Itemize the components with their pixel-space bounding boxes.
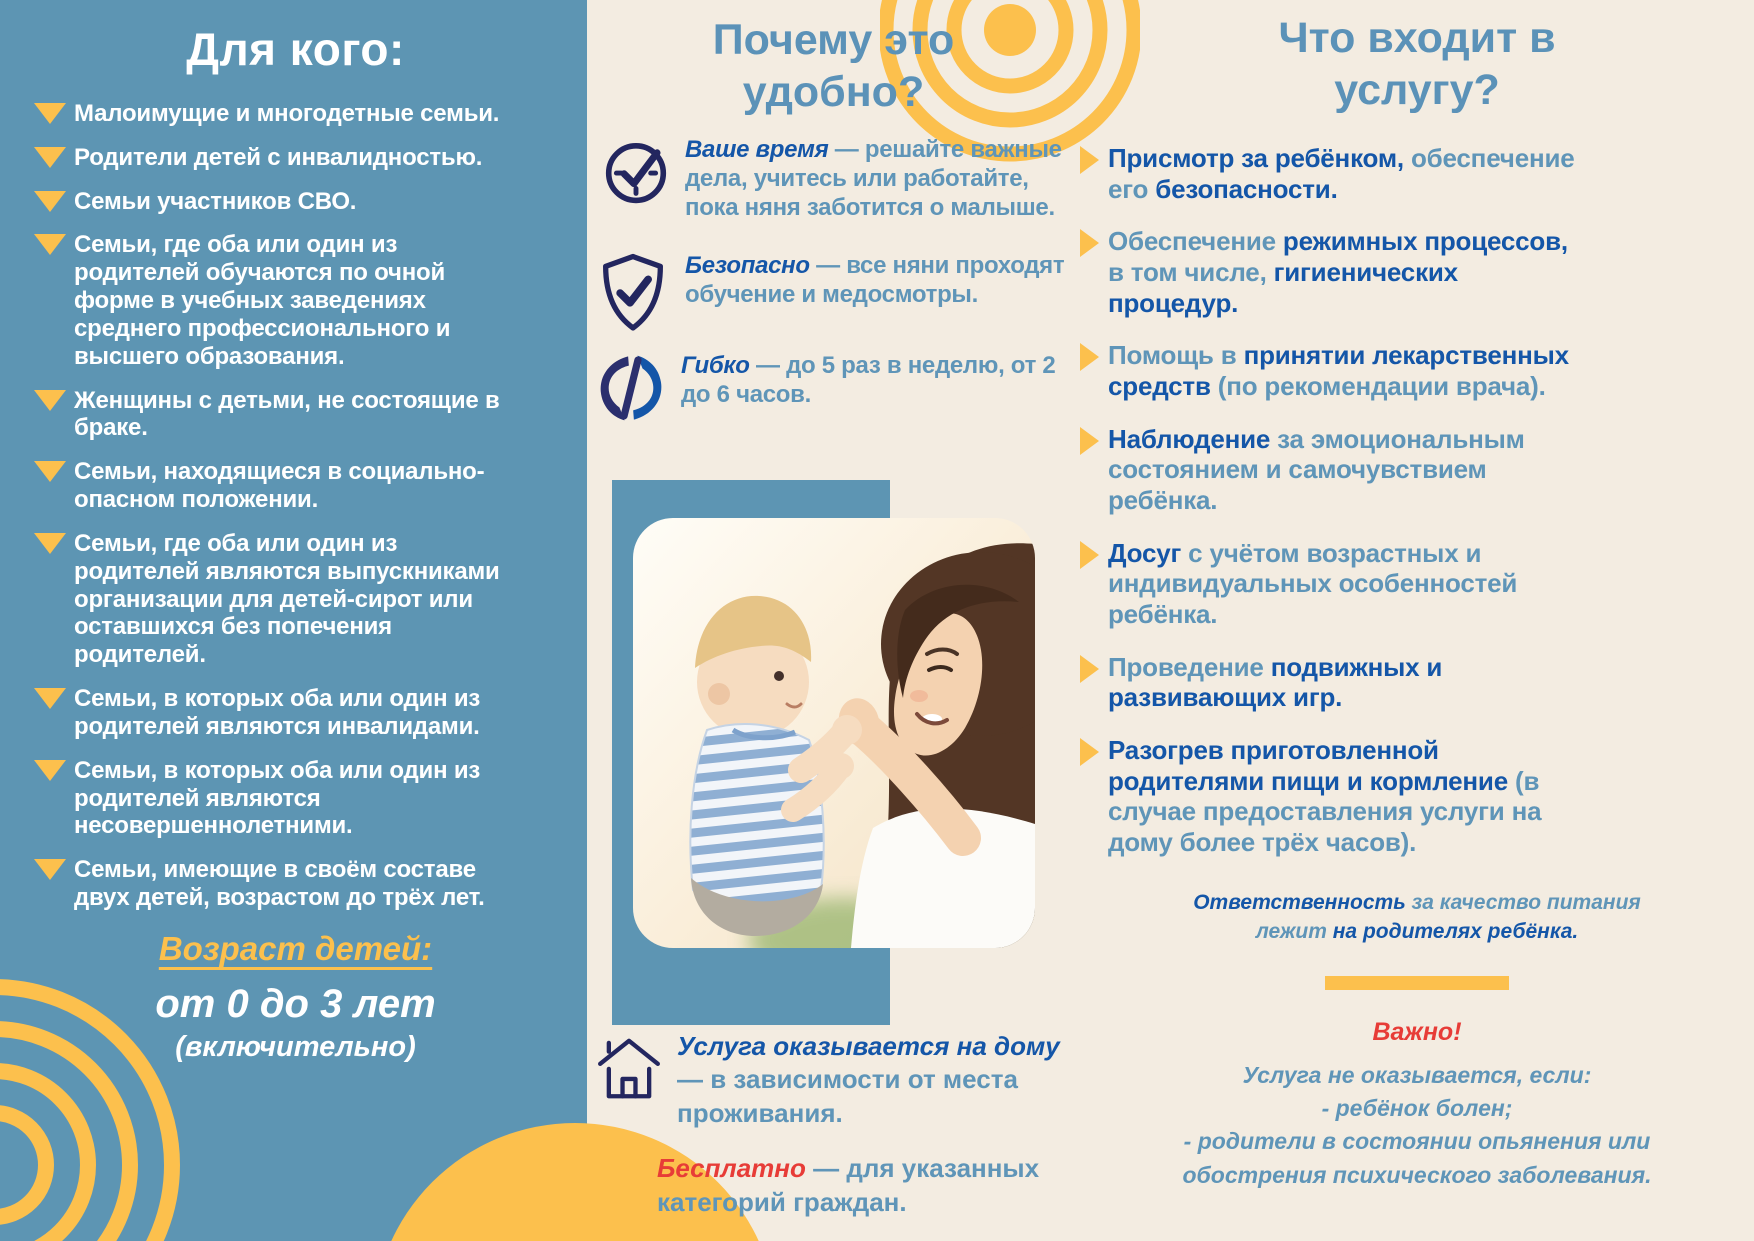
text-segment: на родителях ребёнка. xyxy=(1332,920,1579,944)
eligible-family-text: Семьи, где оба или один из родителей обучаются по очной форме в учебных заведениях среднего профессионального и высшего образования. xyxy=(74,231,451,370)
service-items-list xyxy=(1080,143,1754,858)
triangle-down-bullet-icon xyxy=(34,859,66,880)
text-segment: подвижных и развивающих игр. xyxy=(1108,651,1443,713)
triangle-right-bullet-icon xyxy=(1080,655,1099,683)
clock-check-icon xyxy=(601,136,671,206)
service-item xyxy=(1080,735,1585,858)
right-panel-service-includes xyxy=(1080,0,1754,1241)
yellow-divider-bar xyxy=(1325,976,1509,990)
triangle-down-bullet-icon xyxy=(34,461,66,482)
middle-panel-why-convenient xyxy=(587,0,1080,1241)
photo-mother-baby-illustration xyxy=(633,518,1035,948)
triangle-right-bullet-icon xyxy=(1080,738,1099,766)
eligible-family-item xyxy=(34,458,561,514)
service-item xyxy=(1080,538,1585,630)
important-title: Важно! xyxy=(1372,1018,1462,1047)
service-item xyxy=(1080,143,1585,204)
triangle-down-bullet-icon xyxy=(34,760,66,781)
text-segment: (по рекомендации врача). xyxy=(1217,370,1546,401)
eligible-family-item xyxy=(34,100,561,128)
triangle-right-bullet-icon xyxy=(1080,541,1099,569)
text-segment: Наблюдение xyxy=(1108,423,1278,454)
middle-panel-title: Почему это удобно? xyxy=(712,16,955,117)
eligible-family-item xyxy=(34,387,561,443)
triangle-right-bullet-icon xyxy=(1080,427,1099,455)
children-age-label: Возраст детей: xyxy=(158,929,433,967)
text-segment: Разогрев приготовленной родителями пищи и кормление xyxy=(1108,734,1515,796)
eligible-family-item xyxy=(34,856,561,912)
left-panel-title: Для кого: xyxy=(186,23,405,75)
triangle-right-bullet-icon xyxy=(1080,146,1099,174)
text-segment: Проведение xyxy=(1108,651,1271,682)
eligible-family-text: Семьи участников СВО. xyxy=(74,187,357,215)
text-segment: (в случае предоставления услуги на дому более трёх часов). xyxy=(1108,765,1542,857)
children-age-block xyxy=(30,930,561,1064)
service-item xyxy=(1080,652,1585,713)
eligible-family-item xyxy=(34,144,561,172)
feature-home-service xyxy=(593,1030,1069,1130)
text-segment: с учётом возрастных и индивидуальных особенностей ребёнка. xyxy=(1108,537,1518,629)
free-of-charge-line: Бесплатно — для указанных категорий граждан. xyxy=(657,1153,1040,1217)
service-item xyxy=(1080,424,1585,516)
service-item xyxy=(1080,340,1585,401)
shield-check-icon xyxy=(595,252,671,334)
text-segment: Присмотр за ребёнком, xyxy=(1108,142,1411,173)
text-segment: Обеспечение xyxy=(1108,226,1283,257)
left-panel-for-whom xyxy=(0,0,587,1241)
text-segment: безопасности. xyxy=(1155,173,1338,204)
text-segment: Досуг xyxy=(1108,537,1189,568)
feature-your-time xyxy=(601,136,1077,222)
triangle-down-bullet-icon xyxy=(34,103,66,124)
eligible-family-text: Семьи, находящиеся в социально- опасном положении. xyxy=(74,458,485,514)
triangle-down-bullet-icon xyxy=(34,390,66,411)
house-icon xyxy=(593,1030,665,1102)
text-segment: режимных процессов, xyxy=(1282,226,1568,257)
feature-safe xyxy=(595,252,1077,334)
flex-arrows-icon xyxy=(595,352,667,424)
eligible-families-list xyxy=(30,100,561,912)
feature-text: Ваше время — решайте важные дела, учитесь или работайте, пока няня заботится о малыше. xyxy=(685,136,1062,221)
triangle-down-bullet-icon xyxy=(34,191,66,212)
eligible-family-text: Родители детей с инвалидностью. xyxy=(74,143,483,171)
important-line: - родители в состоянии опьянения или обострения психического заболевания. xyxy=(1182,1128,1652,1188)
eligible-family-item xyxy=(34,530,561,669)
eligible-family-text: Семьи, в которых оба или один из родителей являются несовершеннолетними. xyxy=(74,756,481,840)
important-lines xyxy=(1112,1059,1722,1192)
triangle-right-bullet-icon xyxy=(1080,343,1099,371)
feature-text: Услуга оказывается на дому — в зависимости от места проживания. xyxy=(677,1031,1060,1128)
eligible-family-text: Женщины с детьми, не состоящие в браке. xyxy=(74,386,500,442)
eligible-family-item xyxy=(34,188,561,216)
triangle-right-bullet-icon xyxy=(1080,229,1099,257)
eligible-family-item xyxy=(34,685,561,741)
eligible-family-text: Малоимущие и многодетные семьи. xyxy=(74,100,500,127)
feature-flexible xyxy=(595,352,1073,424)
important-line: - ребёнок болен; xyxy=(1321,1095,1513,1122)
triangle-down-bullet-icon xyxy=(34,533,66,554)
important-line: Услуга не оказывается, если: xyxy=(1242,1061,1592,1088)
text-segment: принятии лекарственных средств xyxy=(1108,340,1569,401)
text-segment: Ответственность xyxy=(1193,890,1412,914)
responsibility-note xyxy=(1177,888,1657,947)
text-segment: обеспечение его xyxy=(1108,142,1575,204)
service-item xyxy=(1080,226,1585,318)
eligible-family-text: Семьи, в которых оба или один из родителей являются инвалидами. xyxy=(74,685,481,740)
children-age-value: от 0 до 3 лет xyxy=(155,981,436,1026)
triangle-down-bullet-icon xyxy=(34,234,66,255)
important-block xyxy=(1112,1014,1722,1192)
eligible-family-item xyxy=(34,231,561,370)
text-segment: Помощь в xyxy=(1108,340,1244,371)
eligible-family-item xyxy=(34,757,561,840)
eligible-family-text: Семьи, где оба или один из родителей являются выпускниками организации для детей-сирот или оставшихся без попечения родителей. xyxy=(74,529,500,669)
text-segment: за эмоциональным состоянием и самочувствием ребёнка. xyxy=(1108,423,1525,515)
feature-text: Гибко — до 5 раз в неделю, от 2 до 6 часов. xyxy=(681,352,1056,408)
right-panel-title: Что входит в услугу? xyxy=(1278,14,1556,115)
eligible-family-text: Семьи, имеющие в своём составе двух детей, возрастом до трёх лет. xyxy=(74,856,485,912)
triangle-down-bullet-icon xyxy=(34,688,66,709)
text-segment: за качество питания лежит xyxy=(1255,890,1641,944)
feature-text: Безопасно — все няни проходят обучение и медосмотры. xyxy=(685,252,1065,308)
text-segment: гигиенических процедур. xyxy=(1108,256,1458,318)
text-segment: в том числе, xyxy=(1108,256,1274,287)
triangle-down-bullet-icon xyxy=(34,147,66,168)
children-age-note: (включительно) xyxy=(175,1030,416,1063)
